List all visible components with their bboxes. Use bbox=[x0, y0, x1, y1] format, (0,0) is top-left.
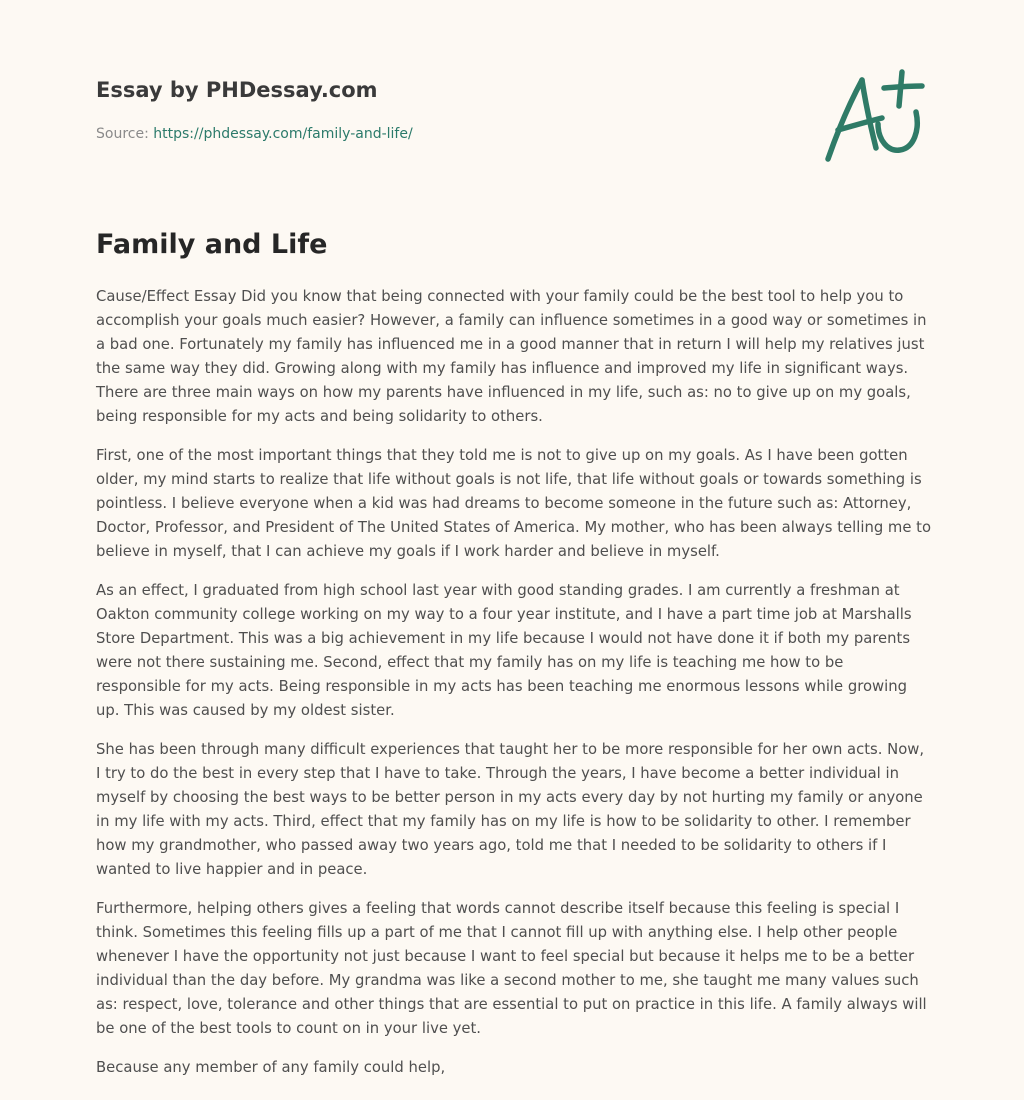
essay-title: Family and Life bbox=[96, 229, 328, 260]
source-link[interactable]: https://phdessay.com/family-and-life/ bbox=[153, 126, 413, 142]
source-line bbox=[96, 124, 696, 144]
source-label: Source: bbox=[96, 126, 149, 142]
essay-paragraph: First, one of the most important things that they told me is not to give up on my goals. As I have been gotten older, my mind starts to realize that life without goals is not life, that life without goals or towards something is pointless. I believe everyone when a kid was had dreams to become someone in the future such as: Attorney, Doctor, Professor, and President of The United States of America. My mother, who has been always telling me to believe in myself, that I can achieve my goals if I work harder and believe in myself. bbox=[96, 447, 931, 560]
essay-paragraph: As an effect, I graduated from high school last year with good standing grades. I am currently a freshman at Oakton community college working on my way to a four year institute, and I have a part time job at Marshalls Store Department. This was a big achievement in my life because I would not have done it if both my parents were not there sustaining me. Second, effect that my family has on my life is teaching me how to be responsible for my acts. Being responsible in my acts has been teaching me enormous lessons while growing up. This was caused by my oldest sister. bbox=[96, 582, 912, 719]
essay-paragraph: Because any member of any family could help, bbox=[96, 1059, 446, 1076]
essay-paragraph: Furthermore, helping others gives a feeling that words cannot describe itself because this feeling is special I think. Sometimes this feeling fills up a part of me that I cannot fill up with anything else. I help other people whenever I have the opportunity not just because I want to feel special but because it helps me to be a better individual than the day before. My grandma was like a second mother to me, she taught me many values such as: respect, love, tolerance and other things that are essential to put on practice in this life. A family always will be one of the best tools to count on in your live yet. bbox=[96, 900, 927, 1037]
essay-paragraph: Cause/Effect Essay Did you know that being connected with your family could be the best tool to help you to accomplish your goals much easier? However, a family can influence sometimes in a good way or sometimes in a bad one. Fortunately my family has influenced me in a good manner that in return I will help my relatives just the same way they did. Growing along with my family has influence and improved my life in significant ways. There are three main ways on how my parents have influenced in my life, such as: no to give up on my goals, being responsible for my acts and being solidarity to others. bbox=[96, 288, 927, 425]
a-plus-handwritten-icon bbox=[818, 66, 930, 170]
essay-paragraph: She has been through many difficult experiences that taught her to be more responsible for her own acts. Now, I try to do the best in every step that I have to take. Through the years, I have become a better individual in myself by choosing the best ways to be better person in my acts every day by not hurting my family or anyone in my life with my acts. Third, effect that my family has on my life is how to be solidarity to other. I remember how my grandmother, who passed away two years ago, told me that I needed to be solidarity to others if I wanted to live happier and in peace. bbox=[96, 741, 925, 878]
essay-body bbox=[96, 285, 932, 1095]
site-header bbox=[96, 76, 696, 144]
site-title: Essay by PHDessay.com bbox=[96, 78, 378, 102]
